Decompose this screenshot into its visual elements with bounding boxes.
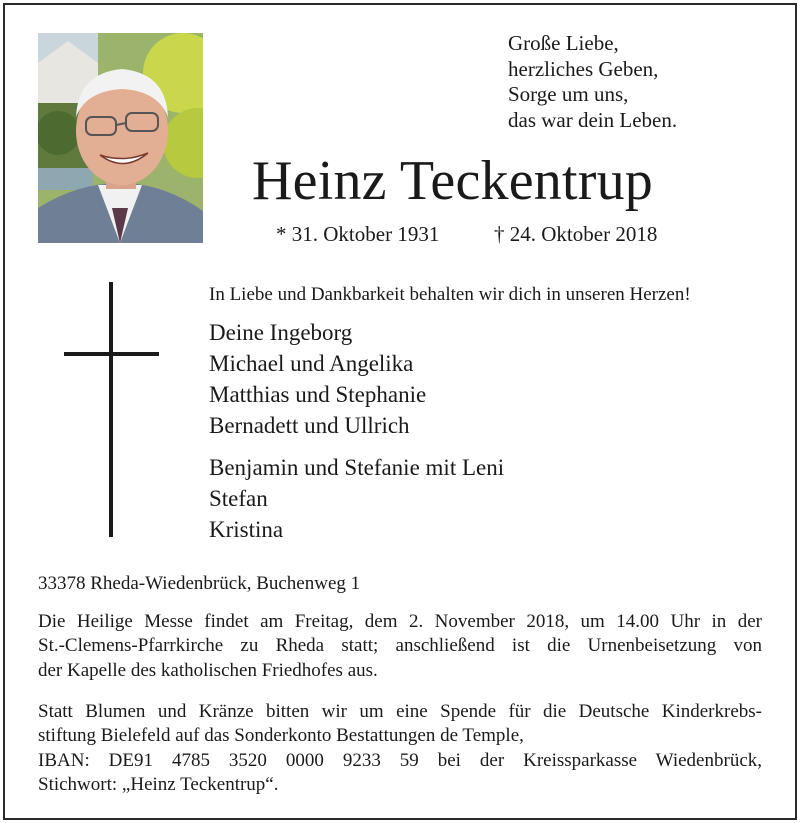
address-line: 33378 Rheda-Wiedenbrück, Buchenweg 1 [38,573,361,594]
cross-icon-bar [64,352,159,356]
family-member: Kristina [209,517,284,542]
family-member: Matthias und Stephanie [209,382,427,407]
cross-icon [109,282,113,537]
mass-notice-line: Die Heilige Messe findet am Freitag, dem 2. November 2018, um 14.00 Uhr in der [38,611,762,632]
family-list-grandchildren [209,452,504,545]
donation-notice-line: IBAN: DE91 4785 3520 0000 9233 59 bei der Kreissparkasse Wiedenbrück, [38,749,762,771]
mass-notice-line: der Kapelle des katholischen Friedhofes aus. [38,659,378,681]
family-member: Bernadett und Ullrich [209,413,410,438]
donation-notice-line: Stichwort: „Heinz Teckentrup“. [38,773,279,795]
memorial-poem [508,31,677,133]
donation-notice-line: stiftung Bielefeld auf das Sonderkonto Bestattungen de Temple, [38,725,524,747]
family-member: Michael und Angelika [209,351,414,376]
donation-notice-line: Statt Blumen und Kränze bitten wir um eine Spende für die Deutsche Kinderkrebs- [38,701,762,722]
poem-line: Sorge um uns, [508,82,629,106]
mass-notice-line: St.-Clemens-Pfarrkirche zu Rheda statt; anschließend ist die Urnenbeisetzung von [38,635,762,657]
poem-line: herzliches Geben, [508,56,659,81]
death-date: † 24. Oktober 2018 [494,222,658,246]
poem-line: Große Liebe, [508,31,619,55]
birth-date: * 31. Oktober 1931 [276,222,440,246]
donation-notice [38,700,762,797]
family-list-primary [209,317,426,441]
family-member: Deine Ingeborg [209,320,353,345]
deceased-name: Heinz Teckentrup [252,150,653,212]
portrait-photo [38,33,203,243]
family-member: Benjamin und Stefanie mit Leni [209,455,505,480]
poem-line: das war dein Leben. [508,107,678,132]
family-member: Stefan [209,486,268,511]
mass-notice [38,610,762,683]
dedication-text: In Liebe und Dankbarkeit behalten wir dich in unseren Herzen! [209,284,691,305]
